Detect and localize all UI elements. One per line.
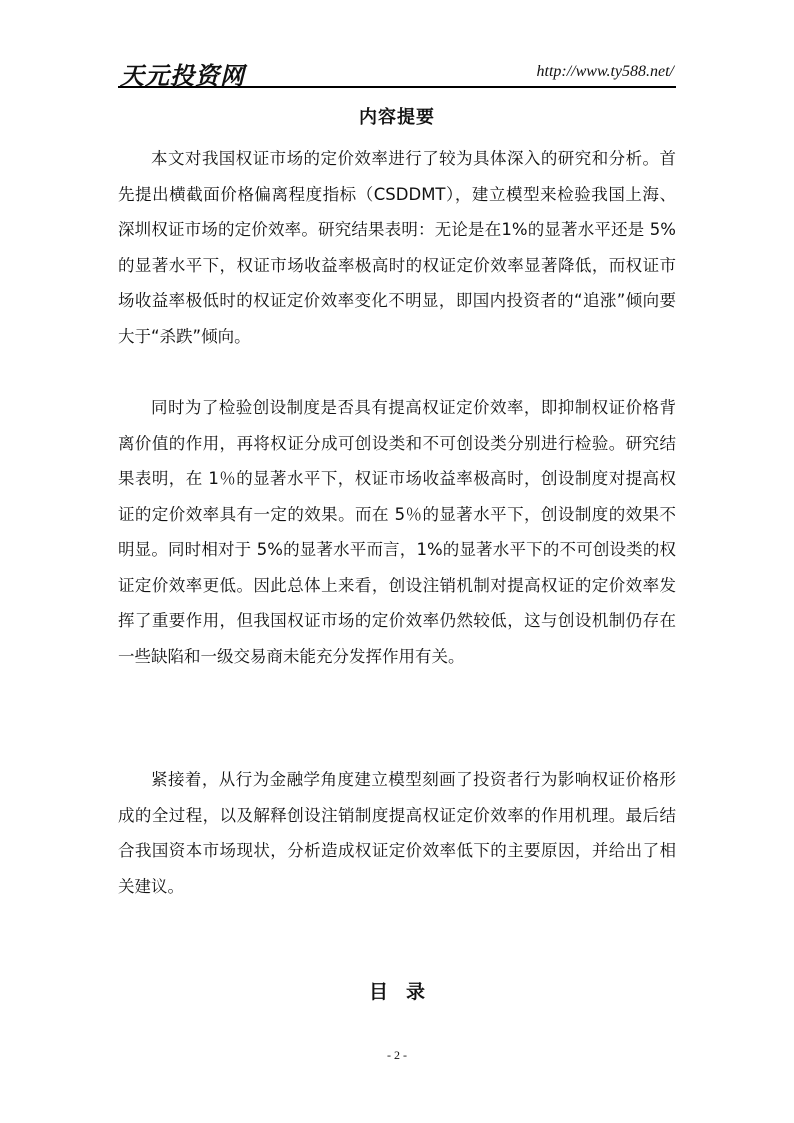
paragraph-2: 同时为了检验创设制度是否具有提高权证定价效率，即抑制权证价格背离价值的作用，再将权证分成可创设类和不可创设类分别进行检验。研究结果表明，在 1％的显著水平下，权证市场收益率极高时，创设制度对提高权证的定价效率具有一定的效果。而在 5％的显著水平下，创设制度的效果不明显。同时相对于 5%的显著水平而言，1%的显著水平下的不可创设类的权证定价效率更低。因此总体上来看，创设注销机制对提高权证的定价效率发挥了重要作用，但我国权证市场的定价效率仍然较低，这与创设机制仍存在一些缺陷和一级交易商未能充分发挥作用有关。 [118,398,676,666]
summary-title: 内容提要 [359,107,435,128]
site-url[interactable]: http://www.ty588.net/ [536,63,674,80]
site-brand: 天元投资网 [120,62,245,90]
page-header [118,52,676,88]
paragraph-3: 紧接着，从行为金融学角度建立模型刻画了投资者行为影响权证价格形成的全过程，以及解释创设注销制度提高权证定价效率的作用机理。最后结合我国资本市场现状，分析造成权证定价效率低下的主要原因，并给出了相关建议。 [118,770,676,896]
toc-title: 目录 [368,981,443,1003]
paragraph-1: 本文对我国权证市场的定价效率进行了较为具体深入的研究和分析。首先提出横截面价格偏离程度指标（CSDDMT），建立模型来检验我国上海、深圳权证市场的定价效率。研究结果表明：无论是在1%的显著水平还是 5%的显著水平下，权证市场收益率极高时的权证定价效率显著降低，而权证市场收益率极低时的权证定价效率变化不明显，即国内投资者的“追涨”倾向要大于“杀跌”倾向。 [118,149,676,346]
page-number: - 2 - [387,1048,407,1062]
